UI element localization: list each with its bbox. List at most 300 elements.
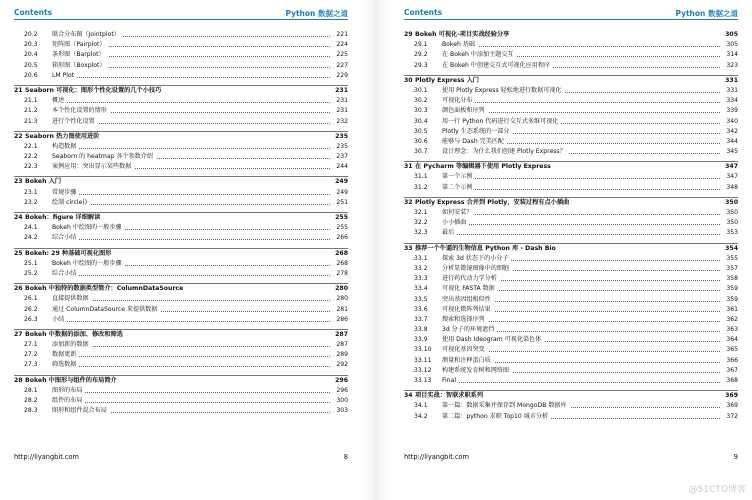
- section-entry-number: 30.1: [414, 86, 428, 94]
- section-entry-title: 突出基因组相似性: [442, 295, 491, 303]
- section-entry-page: 366: [724, 356, 738, 366]
- section-entry-title: 第一个示例: [442, 173, 473, 181]
- section-entry-number: 29.2: [414, 51, 428, 59]
- section-entry-text: [404, 228, 457, 238]
- section-entry[interactable]: [404, 284, 738, 294]
- section-entry-number: 21.3: [24, 117, 38, 125]
- section-entry-number: 28.2: [24, 397, 38, 404]
- section-entry-title: 设计理念：为什么我们创建 Plotly Express？: [442, 148, 566, 156]
- section-entry[interactable]: [14, 305, 348, 315]
- section-entry[interactable]: [14, 386, 348, 396]
- section-entry-title: 第一篇：数据采集并保存到 MongoDB 数据库: [442, 402, 567, 410]
- section-entry-page: 268: [334, 259, 348, 269]
- section-entry-title: 在 Bokeh 中创建交互式可视化应用程序: [442, 61, 551, 69]
- section-entry[interactable]: [404, 40, 738, 50]
- section-entry-page: 368: [724, 376, 738, 386]
- section-entry-title: LM Plot: [52, 71, 75, 79]
- chapter-entry-title: Bokeh: 29 种基础可视化图形: [25, 249, 112, 257]
- chapter-entry[interactable]: [14, 177, 348, 187]
- section-entry-number: 30.7: [414, 148, 428, 156]
- section-entry-text: [14, 233, 79, 243]
- section-entry[interactable]: [404, 228, 738, 238]
- section-entry-text: [404, 61, 553, 71]
- section-entry[interactable]: [404, 295, 738, 305]
- section-entry[interactable]: [14, 61, 348, 71]
- section-entry-text: [14, 340, 92, 350]
- chapter-entry-number: 21: [14, 86, 23, 94]
- watermark: @51CTO博客: [688, 485, 746, 495]
- chapter-entry-text: [404, 391, 486, 401]
- section-entry-text: [404, 208, 475, 218]
- section-entry[interactable]: [14, 162, 348, 172]
- section-entry[interactable]: [404, 376, 738, 386]
- section-entry-title: 颜色面板和序列: [442, 107, 485, 115]
- section-entry-number: 31.2: [414, 183, 428, 191]
- section-entry-title: 使用 Dash Ideogram 可视化染色体: [442, 336, 542, 344]
- chapter-entry[interactable]: [14, 376, 348, 386]
- section-entry-page: 363: [724, 325, 738, 335]
- section-entry-title: 分析显微镜图像中的细胞: [442, 264, 510, 272]
- section-entry-number: 33.3: [414, 275, 428, 283]
- section-entry-page: 303: [334, 406, 348, 416]
- section-entry[interactable]: [14, 40, 348, 50]
- section-entry-number: 33.8: [414, 326, 428, 334]
- section-entry-page: 296: [334, 386, 348, 396]
- chapter-entry-number: 32: [404, 198, 413, 206]
- chapter-entry-page: 354: [723, 244, 738, 254]
- section-entry[interactable]: [404, 147, 738, 157]
- section-entry[interactable]: [404, 117, 738, 127]
- section-entry-text: [404, 366, 512, 376]
- section-entry-title: 条形图（Barplot）: [52, 51, 105, 59]
- section-entry-text: [14, 142, 79, 152]
- section-entry[interactable]: [404, 274, 738, 284]
- section-entry-title: 图形和组件混合布局: [52, 407, 107, 415]
- section-entry-number: 26.3: [24, 315, 38, 323]
- section-entry-number: 33.6: [414, 305, 428, 313]
- section-entry-text: [14, 61, 108, 71]
- section-entry-title: 小结: [52, 315, 65, 323]
- chapter-entry[interactable]: [14, 330, 348, 340]
- section-entry-title: 本个性化设置的情形: [52, 107, 107, 115]
- section-entry-text: [14, 315, 67, 325]
- section-entry-page: 331: [724, 86, 738, 96]
- section-entry[interactable]: [404, 325, 738, 335]
- section-entry-text: [404, 218, 469, 228]
- chapter-entry-number: 28: [14, 376, 23, 384]
- chapter-entry-number: 34: [404, 392, 413, 400]
- chapter-entry[interactable]: [14, 132, 348, 142]
- section-entry-title: 小小插曲: [442, 219, 467, 227]
- chapter-entry-text: [14, 132, 102, 142]
- page-header: [404, 6, 738, 20]
- section-entry[interactable]: [404, 208, 738, 218]
- section-entry-text: [404, 305, 494, 315]
- section-entry[interactable]: [14, 294, 348, 304]
- section-entry-number: 31.1: [414, 173, 428, 181]
- section-entry-page: 342: [724, 127, 738, 137]
- section-entry-number: 33.12: [414, 366, 432, 374]
- chapter-entry[interactable]: [404, 76, 738, 86]
- section-entry-title: Final: [442, 377, 457, 384]
- section-entry-title: 数据更新: [52, 351, 77, 359]
- section-entry-page: 224: [334, 40, 348, 50]
- section-entry[interactable]: [404, 356, 738, 366]
- section-entry-title: 可视化微阵列结果: [442, 305, 491, 313]
- chapter-entry-text: [404, 76, 482, 86]
- section-entry[interactable]: [14, 198, 348, 208]
- section-entry-page: 358: [724, 274, 738, 284]
- chapter-block: [404, 197, 738, 239]
- section-entry-title: 可视化基因突变: [442, 346, 485, 354]
- section-entry-text: [404, 412, 551, 422]
- section-entry-page: 255: [334, 223, 348, 233]
- section-entry[interactable]: [404, 127, 738, 137]
- section-entry-title: 搜索和选择序列: [442, 315, 485, 323]
- chapter-entry[interactable]: [404, 162, 738, 172]
- section-entry-text: [14, 117, 98, 127]
- chapter-entry[interactable]: [14, 86, 348, 96]
- section-entry-text: [14, 162, 134, 172]
- section-entry-number: 30.4: [414, 117, 428, 125]
- section-entry-number: 27.3: [24, 361, 38, 369]
- section-entry[interactable]: [14, 360, 348, 370]
- section-entry-number: 30.6: [414, 137, 428, 145]
- section-entry[interactable]: [14, 71, 348, 81]
- section-entry-title: 测量和注释蛋白质: [442, 356, 491, 364]
- section-entry-title: 构造数据: [52, 142, 77, 150]
- section-entry-number: 29.3: [414, 61, 428, 69]
- section-entry-text: [14, 188, 79, 198]
- section-entry-title: 最后: [442, 229, 455, 237]
- section-entry-page: 232: [334, 117, 348, 127]
- chapter-entry[interactable]: [14, 249, 348, 259]
- chapter-block: [14, 375, 348, 417]
- section-entry[interactable]: [14, 233, 348, 243]
- chapter-block: [404, 390, 738, 422]
- section-entry-page: 364: [724, 335, 738, 345]
- chapter-entry-number: 31: [404, 163, 413, 171]
- section-entry-page: 314: [724, 50, 738, 60]
- section-entry[interactable]: [14, 223, 348, 233]
- chapter-entry-number: 30: [404, 76, 413, 84]
- section-entry-title: 综合小结: [52, 234, 77, 242]
- section-entry-text: [14, 350, 79, 360]
- chapter-entry-title: Seaborn 热力图使用进阶: [25, 132, 100, 140]
- chapter-entry-text: [14, 330, 126, 340]
- footer-page-number: 8: [343, 453, 348, 461]
- section-entry-title: 组件的布局: [52, 397, 83, 404]
- section-entry-title: 使用 Plotly Express 轻松地进行数据可视化: [442, 86, 562, 94]
- table-of-contents: [404, 30, 738, 422]
- header-book-title: Python 数据之道: [285, 9, 348, 18]
- section-entry-title: 探索 3d 状态下的小分子: [442, 254, 509, 262]
- section-entry[interactable]: [404, 412, 738, 422]
- section-entry-page: 359: [724, 284, 738, 294]
- section-entry[interactable]: [404, 366, 738, 376]
- header-rule: [14, 19, 348, 20]
- section-entry-page: 251: [334, 198, 348, 208]
- chapter-block: [14, 85, 348, 127]
- header-contents-label: Contents: [14, 8, 53, 17]
- chapter-block: [14, 176, 348, 208]
- section-entry-number: 20.5: [24, 61, 38, 69]
- chapter-entry-title: Bokeh 中数据的添加、修改和筛选: [25, 330, 123, 338]
- section-entry-text: [14, 305, 160, 315]
- section-entry-page: 225: [334, 50, 348, 60]
- section-entry-title: 图形的布局: [52, 386, 83, 394]
- section-entry-number: 33.11: [414, 356, 432, 364]
- section-entry-title: Bokeh 基础: [442, 41, 475, 49]
- section-entry[interactable]: [14, 142, 348, 152]
- section-entry-text: [404, 401, 570, 411]
- chapter-entry[interactable]: [404, 198, 738, 208]
- section-entry-title: 常规步骤: [52, 188, 77, 196]
- section-entry-text: [404, 356, 494, 366]
- section-entry-title: 通过 ColumnDataSource 来提供数据: [52, 305, 158, 313]
- section-entry-page: 369: [724, 401, 738, 411]
- chapter-entry-title: Bokeh：figure 详细解读: [25, 214, 101, 221]
- section-entry-number: 22.3: [24, 163, 38, 171]
- section-entry-page: 339: [724, 106, 738, 116]
- chapter-entry-number: 23: [14, 178, 23, 186]
- section-entry[interactable]: [404, 137, 738, 147]
- section-entry[interactable]: [404, 172, 738, 182]
- footer-url[interactable]: http://liyangbit.com: [404, 453, 469, 461]
- section-entry-number: 30.3: [414, 107, 428, 115]
- chapter-entry-text: [404, 198, 572, 208]
- chapter-entry[interactable]: [404, 391, 738, 401]
- section-entry[interactable]: [14, 117, 348, 127]
- chapter-block: [14, 283, 348, 325]
- section-entry-page: 266: [334, 233, 348, 243]
- section-entry[interactable]: [404, 305, 738, 315]
- section-entry[interactable]: [14, 106, 348, 116]
- section-entry-text: [404, 254, 511, 264]
- section-entry-number: 24.2: [24, 234, 38, 242]
- chapter-block: [14, 30, 348, 81]
- table-of-contents: [14, 30, 348, 416]
- section-entry-number: 32.1: [414, 209, 428, 216]
- section-entry-text: [404, 295, 494, 305]
- section-entry-page: 367: [724, 366, 738, 376]
- section-entry-text: [404, 137, 507, 147]
- section-entry[interactable]: [14, 406, 348, 416]
- section-entry-text: [14, 396, 85, 406]
- section-entry[interactable]: [404, 401, 738, 411]
- section-entry-text: [14, 386, 85, 396]
- section-entry[interactable]: [14, 96, 348, 106]
- section-entry-text: [14, 50, 108, 60]
- section-entry-text: [404, 86, 565, 96]
- section-entry-text: [404, 40, 478, 50]
- section-entry-text: [404, 183, 475, 193]
- section-entry-page: 361: [724, 305, 738, 315]
- section-entry-number: 32.2: [414, 219, 428, 227]
- section-entry-number: 32.3: [414, 229, 428, 237]
- chapter-entry[interactable]: [14, 284, 348, 294]
- section-entry[interactable]: [404, 335, 738, 345]
- section-entry-number: 33.1: [414, 254, 428, 262]
- section-entry-page: 231: [334, 96, 348, 106]
- chapter-entry-page: 350: [723, 198, 738, 208]
- section-entry-page: 289: [334, 350, 348, 360]
- chapter-entry-title: Seaborn 可视化：图形个性化设置的几个小技巧: [25, 86, 162, 94]
- section-entry-number: 26.2: [24, 305, 38, 313]
- section-entry-text: [14, 360, 79, 370]
- section-entry-number: 20.6: [24, 71, 38, 79]
- section-entry[interactable]: [404, 96, 738, 106]
- section-entry-page: 353: [724, 228, 738, 238]
- section-entry-number: 23.1: [24, 188, 38, 196]
- section-entry-number: 33.5: [414, 295, 428, 303]
- section-entry-page: 231: [334, 106, 348, 116]
- chapter-block: [404, 30, 738, 71]
- section-entry[interactable]: [14, 152, 348, 162]
- chapter-block: [14, 329, 348, 371]
- chapter-block: [14, 212, 348, 244]
- section-entry-title: 绘制 circle(): [52, 198, 88, 206]
- section-entry[interactable]: [14, 188, 348, 198]
- section-entry-page: 280: [334, 294, 348, 304]
- section-entry-page: 344: [724, 137, 738, 147]
- section-entry[interactable]: [404, 315, 738, 325]
- section-entry[interactable]: [14, 396, 348, 406]
- header-book-title: Python 数据之道: [675, 9, 738, 18]
- section-entry-number: 22.1: [24, 142, 38, 150]
- section-entry[interactable]: [14, 269, 348, 279]
- section-entry[interactable]: [404, 254, 738, 264]
- section-entry[interactable]: [14, 340, 348, 350]
- section-entry-title: 可视化分布: [442, 97, 473, 105]
- section-entry-page: 372: [724, 412, 738, 422]
- chapter-entry-number: 29: [404, 31, 413, 38]
- chapter-entry-title: Bokeh 中图形与组件的布局简介: [25, 376, 117, 384]
- chapter-entry[interactable]: [404, 30, 738, 40]
- section-entry-text: [14, 30, 123, 40]
- chapter-entry[interactable]: [14, 213, 348, 223]
- chapter-entry[interactable]: [404, 244, 738, 254]
- section-entry-title: Bokeh 中绘图的一般步骤: [52, 259, 122, 267]
- chapter-entry-page: 369: [723, 391, 738, 401]
- section-entry[interactable]: [404, 106, 738, 116]
- section-entry-title: Plotly 生态系统的一部分: [442, 127, 510, 135]
- chapter-entry-title: 推荐一个牛逼的生物信息 Python 库 - Dash Bio: [415, 244, 556, 252]
- section-entry-page: 281: [334, 305, 348, 315]
- section-entry-text: [404, 264, 512, 274]
- footer-page-number: 9: [733, 453, 738, 461]
- chapter-block: [404, 75, 738, 158]
- section-entry[interactable]: [404, 345, 738, 355]
- section-entry-number: 33.13: [414, 377, 432, 384]
- section-entry-text: [404, 335, 544, 345]
- section-entry-title: 直接提供数据: [52, 295, 89, 303]
- section-entry-page: 362: [724, 315, 738, 325]
- section-entry-text: [404, 172, 475, 182]
- section-entry-page: 334: [724, 96, 738, 106]
- section-entry-number: 25.1: [24, 259, 38, 267]
- section-entry-number: 29.1: [414, 41, 428, 49]
- section-entry[interactable]: [404, 183, 738, 193]
- section-entry[interactable]: [14, 259, 348, 269]
- section-entry-page: 357: [724, 264, 738, 274]
- section-entry[interactable]: [404, 50, 738, 60]
- section-entry-number: 20.3: [24, 41, 38, 49]
- section-entry[interactable]: [404, 86, 738, 96]
- section-entry[interactable]: [404, 218, 738, 228]
- section-entry-title: 概述: [52, 97, 65, 105]
- section-entry-page: 292: [334, 360, 348, 370]
- section-entry-page: 300: [334, 396, 348, 406]
- page-footer: [14, 453, 348, 461]
- section-entry[interactable]: [14, 350, 348, 360]
- section-entry-number: 22.2: [24, 153, 38, 161]
- chapter-entry-page: 287: [333, 330, 348, 340]
- chapter-entry-title: Plotly Express 合并到 Plotly，安装过程有点小插曲: [415, 198, 570, 206]
- section-entry-number: 33.9: [414, 336, 428, 344]
- section-entry-text: [404, 127, 512, 137]
- section-entry[interactable]: [14, 30, 348, 40]
- section-entry-number: 20.2: [24, 31, 38, 38]
- section-entry-title: 矩阵图（Pairplot）: [52, 41, 106, 49]
- section-entry-text: [14, 223, 125, 233]
- section-entry-text: [14, 40, 108, 50]
- section-entry-text: [14, 269, 79, 279]
- section-entry-text: [14, 71, 77, 81]
- chapter-entry-number: 25: [14, 249, 23, 257]
- section-entry[interactable]: [14, 315, 348, 325]
- section-entry[interactable]: [404, 61, 738, 71]
- page-footer: [404, 453, 738, 461]
- section-entry-title: 综合小结: [52, 269, 77, 277]
- section-entry-text: [14, 106, 110, 116]
- chapter-entry-number: 33: [404, 244, 413, 252]
- section-entry-text: [404, 315, 488, 325]
- section-entry-title: 能够与 Dash 完美匹配: [442, 137, 504, 145]
- chapter-entry-title: Bokeh 可视化-项目实战经验分享: [415, 31, 510, 38]
- section-entry-text: [404, 376, 459, 386]
- section-entry-title: 用一行 Python 代码进行交互式多维可视化: [442, 117, 559, 125]
- chapter-entry-text: [404, 244, 559, 254]
- section-entry-title: 如何安装？: [442, 209, 473, 216]
- section-entry-page: 350: [724, 218, 738, 228]
- section-entry-page: 235: [334, 142, 348, 152]
- chapter-entry-number: 22: [14, 132, 23, 140]
- section-entry-page: 221: [334, 30, 348, 40]
- page-header: [14, 6, 348, 20]
- section-entry-text: [404, 50, 516, 60]
- chapter-entry-number: 27: [14, 330, 23, 338]
- section-entry-text: [14, 294, 92, 304]
- section-entry-page: 286: [334, 315, 348, 325]
- chapter-entry-text: [14, 284, 186, 294]
- chapter-block: [14, 131, 348, 173]
- section-entry-title: 筛选数据: [52, 361, 77, 369]
- section-entry-page: 278: [334, 269, 348, 279]
- chapter-entry-page: 296: [333, 376, 348, 386]
- chapter-entry-title: Bokeh 中独特的数据类型简介：ColumnDataSource: [25, 285, 184, 293]
- section-entry-page: 359: [724, 295, 738, 305]
- section-entry[interactable]: [404, 264, 738, 274]
- chapter-entry-title: Plotly Express 入门: [415, 76, 479, 84]
- footer-url[interactable]: http://liyangbit.com: [14, 453, 79, 461]
- section-entry-number: 26.1: [24, 295, 38, 303]
- section-entry-text: [404, 147, 569, 157]
- section-entry[interactable]: [14, 50, 348, 60]
- chapter-entry-text: [14, 213, 103, 223]
- chapter-entry-page: 249: [333, 177, 348, 187]
- chapter-entry-title: 项目实战：智联求职系列: [415, 392, 484, 400]
